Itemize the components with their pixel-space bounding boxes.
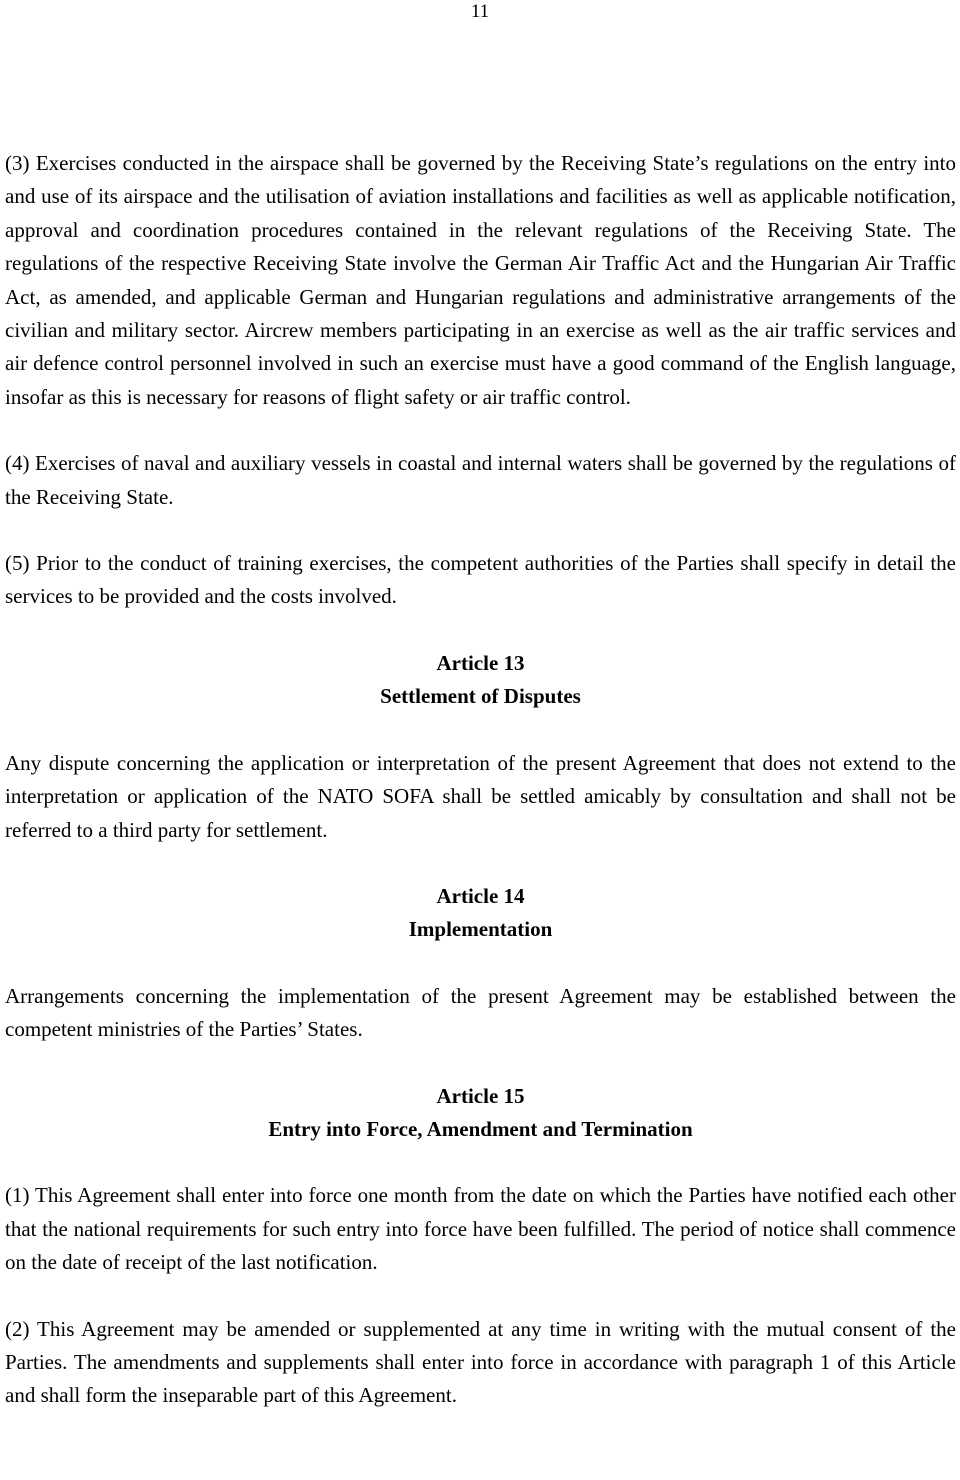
article-15-number: Article 15 xyxy=(436,1083,525,1108)
page-number: 11 xyxy=(470,1,490,22)
article-15-title: Entry into Force, Amendment and Termination xyxy=(268,1116,693,1141)
paragraph-4: (4) Exercises of naval and auxiliary vessels in coastal and internal waters shall be governed by the regulations of the Receiving State. xyxy=(5,451,956,509)
article-15-paragraph-2: (2) This Agreement may be amended or supplemented at any time in writing with the mutual consent of the Parties. The amendments and supplements shall enter into force in accordance with paragraph 1 of this Article and shall form the inseparable part of this Agreement. xyxy=(5,1316,956,1408)
article-15-paragraph-1: (1) This Agreement shall enter into force one month from the date on which the Parties have notified each other that the national requirements for such entry into force have been fulfilled. The period of notice shall commence on the date of receipt of the last notification. xyxy=(5,1183,956,1275)
paragraph-5: (5) Prior to the conduct of training exercises, the competent authorities of the Parties shall specify in detail the services to be provided and the costs involved. xyxy=(5,551,956,609)
article-14-text: Arrangements concerning the implementation of the present Agreement may be established between the competent ministries of the Parties’ States. xyxy=(5,983,956,1042)
paragraph-3: (3) Exercises conducted in the airspace shall be governed by the Receiving State’s regulations on the entry into and use of its airspace and the utilisation of aviation installations and facilities as well as applicable notification, approval and coordination procedures contained in the relevant regulations of the Receiving State. The regulations of the respective Receiving State involve the German Air Traffic Act and the Hungarian Air Traffic Act, as amended, and applicable German and Hungarian regulations and administrative arrangements of the civilian and military sector. Aircrew members participating in an exercise as well as the air traffic services and air defence control personnel involved in such an exercise must have a good command of the English language, insofar as this is necessary for reasons of flight safety or air traffic control. xyxy=(5,151,956,409)
article-14-title: Implementation xyxy=(408,917,553,942)
article-13-heading xyxy=(5,647,956,714)
article-13-title: Settlement of Disputes xyxy=(380,684,581,709)
document-body xyxy=(5,147,956,1446)
article-14-heading xyxy=(5,880,956,947)
article-14-number: Article 14 xyxy=(436,883,525,908)
article-15-heading xyxy=(5,1080,956,1147)
article-13-number: Article 13 xyxy=(436,650,525,675)
article-13-text: Any dispute concerning the application or interpretation of the present Agreement that does not extend to the interpretation or application of the NATO SOFA shall be settled amicably by consultation and shall not be referred to a third party for settlement. xyxy=(5,750,956,842)
